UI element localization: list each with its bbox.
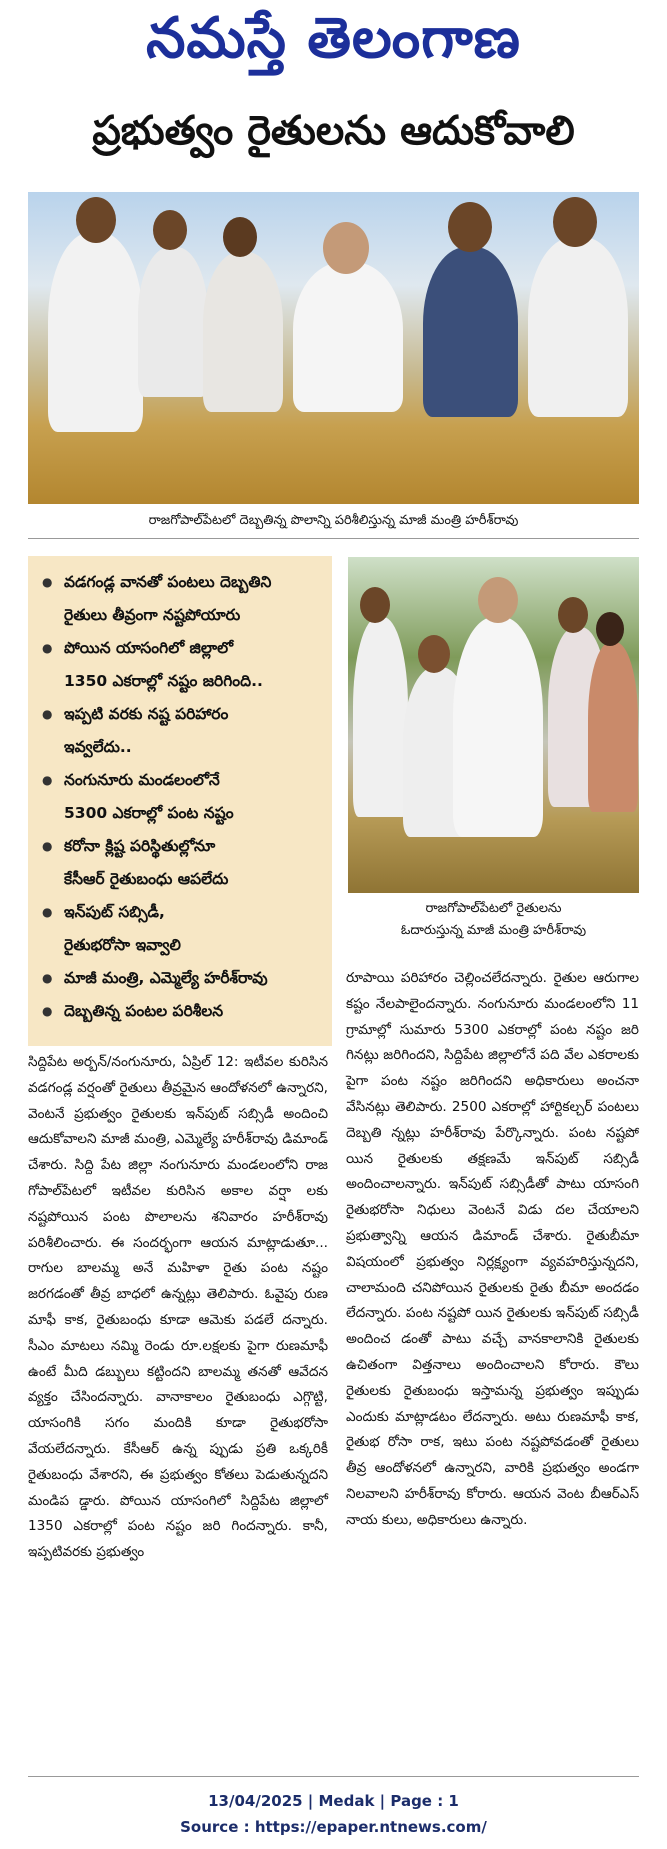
- field-inspection-photo: [28, 192, 639, 504]
- article-body-column-1: సిద్దిపేట అర్బన్/నంగునూరు, ఏప్రిల్ 12: ఇటీవల కురిసిన వడగండ్ల వర్షంతో రైతులు తీవ్రమైన ఆందోళనలో ఉన్నారని, వెంటనే ప్రభుత్వం రైతులకు ఇన్‌పుట్ సబ్సిడీ అందించి ఆదుకోవాలని మాజీ మంత్రి, ఎమ్మెల్యే హరీశ్‌రావు డిమాండ్ చేశారు. సిద్ది పేట జిల్లా నంగునూరు మండలంలోని రాజ గోపాల్‌పేటలో ఇటీవల కురిసిన అకాల వర్షా లకు నష్టపోయిన పంట పొలాలను శనివారం హరీశ్‌రావు పరిశీలించారు. ఈ సందర్భంగా ఆయన మాట్లాడుతూ... రాగుల బాలమ్మ అనే మహిళా రైతు పంట నష్టం జరగడంతో తీవ్ర బాధలో ఉన్నట్లు తెలిపారు. ఓవైపు రుణ మాఫీ కాక, రైతుబంధు కూడా ఆమెకు పడలే దన్నారు. సీఎం మాటలు నమ్మి రెండు రూ.లక్షలకు పైగా రుణమాఫీ ఉంటే మీది డబ్బులు కట్టిందని బాలమ్మ తనతో ఆవేదన వ్యక్తం చేసిందన్నారు. వానాకాలం రైతుబంధు ఎగ్గొట్టి, యాసంగికి సగం మందికి కూడా రైతుభరోసా వేయలేదన్నారు. కేసీఆర్ ఉన్న ప్పుడు ప్రతి ఒక్కరికీ రైతుబంధు వేశారని, ఈ ప్రభుత్వం కోతలు పెడుతున్నదని మండిప డ్డారు. పోయిన యాసంగిలో సిద్దిపేట జిల్లాలో 1350 ఎకరాల్లో పంట నష్టం జరి గిందన్నారు. కానీ, ఇప్పటివరకు ప్రభుత్వం: [28, 1054, 328, 1561]
- highlight-item: ● పోయిన యాసంగిలో జిల్లాలో 1350 ఎకరాల్లో నష్టం జరిగింది..: [42, 632, 326, 698]
- footer-source: Source : https://epaper.ntnews.com/: [180, 1818, 487, 1836]
- highlight-item: ● నంగునూరు మండలంలోనే 5300 ఎకరాల్లో పంట నష్టం: [42, 764, 326, 830]
- highlight-item: ● వడగండ్ల వానతో పంటలు దెబ్బతిని రైతులు తీవ్రంగా నష్టపోయారు: [42, 566, 326, 632]
- article-headline: ప్రభుత్వం రైతులను ఆదుకోవాలి: [92, 108, 575, 154]
- farmers-consoling-photo: [348, 557, 639, 893]
- newspaper-masthead: నమస్తే తెలంగాణ: [146, 6, 521, 71]
- highlight-item: ● ఇప్పటి వరకు నష్ట పరిహారం ఇవ్వలేదు..: [42, 698, 326, 764]
- photo1-caption: రాజగోపాల్‌పేటలో దెబ్బతిన్న పొలాన్ని పరిశీలిస్తున్న మాజీ మంత్రి హరీశ్‌రావు: [148, 513, 519, 528]
- caption-divider: [28, 538, 639, 539]
- highlight-item: ● మాజీ మంత్రి, ఎమ్మెల్యే హరీశ్‌రావు: [42, 962, 326, 995]
- footer-divider: [28, 1776, 639, 1777]
- photo2-caption: రాజగోపాల్‌పేటలో రైతులను ఓదారుస్తున్న మాజీ మంత్రి హరీశ్‌రావు: [400, 901, 587, 938]
- highlights-box: [28, 556, 332, 1046]
- highlight-item: ● దెబ్బతిన్న పంటల పరిశీలన: [42, 995, 326, 1028]
- highlight-item: ● ఇన్‌పుట్ సబ్సిడీ, రైతుభరోసా ఇవ్వాలి: [42, 896, 326, 962]
- footer-date-edition: 13/04/2025 | Medak | Page : 1: [208, 1792, 459, 1810]
- article-body-column-2: రూపాయి పరిహారం చెల్లించలేదన్నారు. రైతుల ఆరుగాల కష్టం నేలపాలైందన్నారు. నంగునూరు మండలంలోని 11 గ్రామాల్లో సుమారు 5300 ఎకరాల్లో పంట నష్టం జరి గినట్లు జరిగిందని, సిద్దిపేట జిల్లాలోనే పది వేల ఎకరాలకు పైగా పంట నష్టం జరిగిందని అధికారులు అంచనా వేసినట్లు తెలిపారు. 2500 ఎకరాల్లో హార్టికల్చర్ పంటలు దెబ్బతి న్నట్లు హరీశ్‌రావు పేర్కొన్నారు. పంట నష్టపో యిన రైతులకు తక్షణమే ఇన్‌పుట్ సబ్సిడీ అందించాలన్నారు. ఇన్‌పుట్ సబ్సిడీతో పాటు యాసంగి రైతుభరోసా నిధులు వెంటనే విడు దల చేయాలని ప్రభుత్వాన్ని ఆయన డిమాండ్ చేశారు. రైతుబీమా విషయంలో ప్రభుత్వం నిర్లక్ష్యంగా వ్యవహరిస్తున్నదని, చాలామంది చనిపోయిన రైతులకు రైతు బీమా అందడం లేదన్నారు. పంట నష్టపో యిన రైతులకు ఇన్‌పుట్ సబ్సిడీ అందించ డంతో పాటు వచ్చే వానకాలానికి రైతులకు ఉచితంగా విత్తనాలు అందించాలని కోరారు. కౌలు రైతులకు రైతుబంధు ఇస్తామన్న ప్రభుత్వం ఇప్పుడు ఎందుకు మాట్లాడటం లేదన్నారు. అటు రుణమాఫీ కాక, రైతుభ రోసా రాక, ఇటు పంట నష్టపోవడంతో రైతులు తీవ్ర ఆందోళనలో ఉన్నారని, వారికి ప్రభుత్వం అండగా నిలవాలని హరీశ్‌రావు కోరారు. ఆయన వెంట బీఆర్ఎస్ నాయ కులు, అధికారులు ఉన్నారు.: [346, 970, 639, 1528]
- highlight-item: ● కరోనా క్లిష్ట పరిస్థితుల్లోనూ కేసీఆర్ రైతుబంధు ఆపలేదు: [42, 830, 326, 896]
